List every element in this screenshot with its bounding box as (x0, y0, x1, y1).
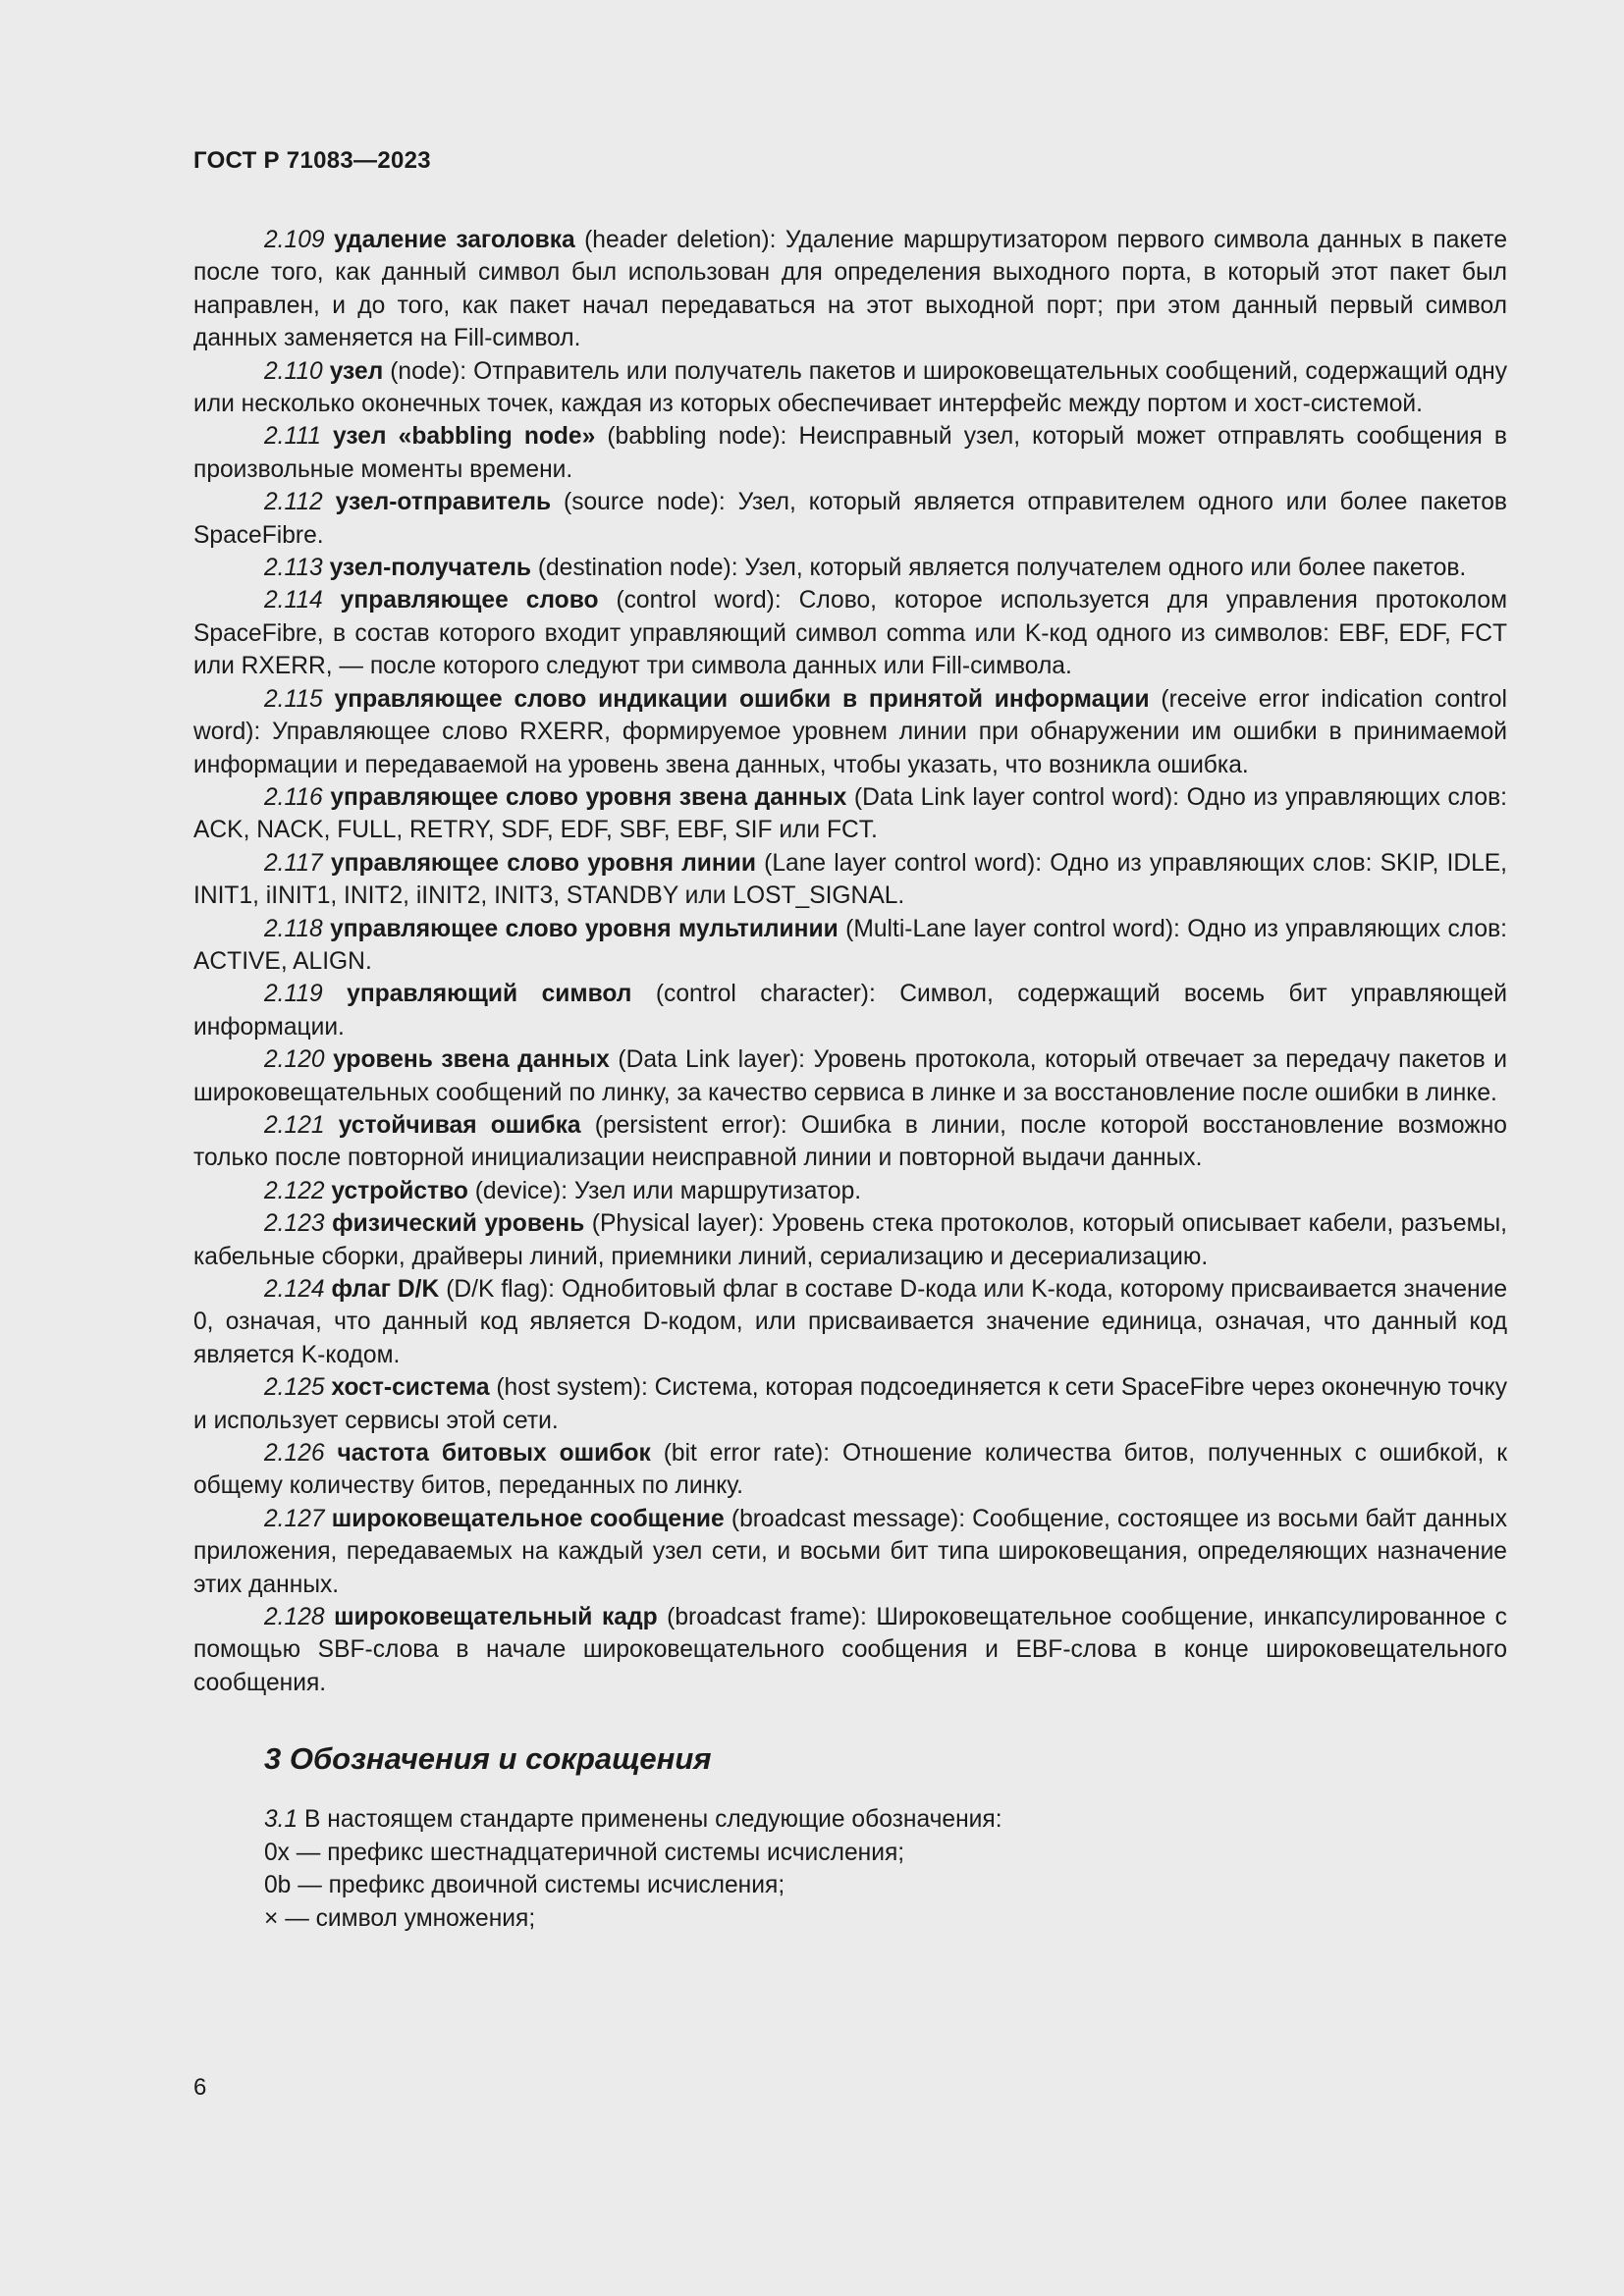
term-number: 2.124 (264, 1276, 325, 1303)
term-number: 2.115 (264, 685, 323, 713)
term-name: управляющее слово индикации ошибки в принятой информации (334, 685, 1150, 713)
term-definition: (persistent error): Ошибка в линии, после которой восстановление возможно только после повторной инициализации неисправной линии и повторной выдачи данных. (193, 1111, 1507, 1172)
term-entry (193, 420, 1507, 486)
term-name: управляющий символ (347, 981, 632, 1008)
term-name: частота битовых ошибок (337, 1440, 651, 1468)
term-number: 2.126 (264, 1440, 325, 1468)
section-intro (193, 1803, 1507, 1836)
term-definition: (header deletion): Удаление маршрутизатором первого символа данных в пакете после того, как данный символ был использован для определения выходного порта, в который этот пакет был направлен, и до того, как пакет начал передаваться на этот выходной порт; при этом данный первый символ данных заменяется на Fill-символ. (193, 227, 1507, 352)
term-definition: (babbling node): Неисправный узел, который может отправлять сообщения в произвольные моменты времени. (193, 423, 1507, 483)
term-name: широковещательное сообщение (331, 1505, 725, 1532)
term-number: 2.125 (264, 1374, 325, 1402)
term-entry (193, 1175, 1507, 1207)
terms-list (193, 224, 1507, 1699)
term-number: 2.119 (264, 981, 323, 1008)
term-entry (193, 355, 1507, 421)
section-body (193, 1803, 1507, 1935)
term-entry (193, 1601, 1507, 1699)
term-number: 2.117 (264, 849, 323, 877)
term-entry (193, 781, 1507, 847)
term-name: уровень звена данных (333, 1046, 610, 1074)
symbol-item: × — символ умножения; (264, 1904, 536, 1932)
term-entry (193, 1371, 1507, 1437)
term-definition: (broadcast frame): Широковещательное сообщение, инкапсулированное с помощью SBF-слова в начале широковещательного сообщения и EBF-слова в конце широковещательного сообщения. (193, 1604, 1507, 1696)
term-entry (193, 1437, 1507, 1503)
term-name: управляющее слово уровня линии (330, 849, 756, 877)
term-definition: (D/K flag): Однобитовый флаг в составе D-кода или K-кода, которому присваивается значение 0, означая, что данный код является D-кодом, или присваивается значение единица, означая, что данный код является K-кодом. (193, 1276, 1508, 1368)
term-definition: (control word): Слово, которое используется для управления протоколом SpaceFibre, в состав которого входит управляющий символ comma или K-код одного из символов: EBF, EDF, FCT или RXERR, — после которого следуют три символа данных или Fill-символа. (193, 587, 1507, 680)
term-entry (193, 913, 1507, 979)
term-name: флаг D/K (331, 1276, 440, 1303)
term-definition: (bit error rate): Отношение количества битов, полученных с ошибкой, к общему количеству битов, переданных по линку. (193, 1440, 1507, 1500)
term-definition: (control character): Символ, содержащий восемь бит управляющей информации. (193, 981, 1507, 1041)
page-content (193, 224, 1507, 1935)
term-number: 2.110 (264, 357, 323, 385)
term-number: 2.122 (264, 1177, 325, 1204)
term-number: 2.121 (264, 1111, 325, 1139)
term-name: удаление заголовка (333, 227, 575, 253)
term-number: 2.127 (264, 1505, 325, 1532)
term-name: узел-получатель (329, 555, 531, 582)
page-number: 6 (193, 2074, 207, 2101)
term-name: физический уровень (332, 1210, 585, 1238)
term-definition: (device): Узел или маршрутизатор. (467, 1177, 862, 1204)
term-number: 2.109 (264, 227, 325, 253)
term-definition: (receive error indication control word): Управляющее слово RXERR, формируемое уровнем линии при обнаружении им ошибки в принимаемой информации и передаваемой на уровень звена данных, чтобы указать, что возникла ошибка. (193, 685, 1507, 778)
term-number: 2.128 (264, 1604, 325, 1631)
term-number: 2.112 (264, 489, 323, 516)
term-definition: (node): Отправитель или получатель пакетов и широковещательных сообщений, содержащий одну или несколько оконечных точек, каждая из которых обеспечивает интерфейс между портом и хост-системой. (193, 357, 1507, 418)
term-number: 2.113 (264, 555, 323, 582)
clause-number: 3.1 (264, 1806, 298, 1834)
section-heading: 3 Обозначения и сокращения (264, 1741, 712, 1777)
term-number: 2.118 (264, 915, 323, 942)
term-name: управляющее слово уровня мультилинии (330, 915, 839, 942)
term-name: хост-система (331, 1374, 490, 1402)
term-name: устойчивая ошибка (338, 1111, 581, 1139)
standard-header: ГОСТ Р 71083—2023 (193, 147, 431, 174)
term-entry (193, 683, 1507, 781)
term-number: 2.120 (264, 1046, 325, 1074)
term-definition: (Multi-Lane layer control word): Одно из управляющих слов: ACTIVE, ALIGN. (193, 915, 1508, 975)
term-definition: (Data Link layer control word): Одно из управляющих слов: ACK, NACK, FULL, RETRY, SDF, EDF, SBF, EBF, SIF или FCT. (193, 783, 1507, 844)
term-name: узел (329, 357, 384, 385)
term-entry (193, 584, 1507, 682)
term-entry (193, 1109, 1507, 1175)
term-definition: (Physical layer): Уровень стека протоколов, который описывает кабели, разъемы, кабельные сборки, драйверы линий, приемники линий, сериализацию и десериализацию. (193, 1210, 1507, 1270)
term-number: 2.111 (264, 423, 321, 451)
term-definition: (source node): Узел, который является отправителем одного или более пакетов SpaceFibre. (193, 489, 1507, 549)
term-definition: (destination node): Узел, который является получателем одного или более пакетов. (530, 555, 1467, 582)
term-entry (193, 978, 1507, 1043)
term-entry (193, 847, 1507, 913)
term-number: 2.114 (264, 587, 323, 614)
term-entry (193, 1503, 1507, 1601)
term-name: управляющее слово (340, 587, 599, 614)
term-name: управляющее слово уровня звена данных (330, 783, 847, 811)
symbol-item: 0b — префикс двоичной системы исчисления; (264, 1872, 785, 1899)
term-name: узел-отправитель (335, 489, 552, 516)
term-entry (193, 486, 1507, 552)
term-definition: (Data Link layer): Уровень протокола, который отвечает за передачу пакетов и широковещательных сообщений по линку, за качество сервиса в линке и за восстановление после ошибки в линке. (193, 1046, 1508, 1106)
term-name: узел «babbling node» (333, 423, 596, 451)
term-number: 2.116 (264, 783, 323, 811)
term-definition: (host system): Система, которая подсоединяется к сети SpaceFibre через оконечную точку и использует сервисы этой сети. (193, 1374, 1507, 1434)
term-entry (193, 1043, 1507, 1109)
term-definition: (broadcast message): Сообщение, состоящее из восьми байт данных приложения, передаваемых на каждый узел сети, и восьми бит типа широковещания, определяющих назначение этих данных. (193, 1505, 1507, 1598)
term-entry (193, 552, 1507, 584)
term-name: широковещательный кадр (334, 1604, 658, 1631)
term-name: устройство (331, 1177, 468, 1204)
term-definition: (Lane layer control word): Одно из управляющих слов: SKIP, IDLE, INIT1, iINIT1, INIT2, iINIT2, INIT3, STANDBY или LOST_SIGNAL. (193, 849, 1507, 910)
clause-text: В настоящем стандарте применены следующие обозначения: (298, 1806, 1002, 1834)
term-entry (193, 1273, 1507, 1371)
symbol-item: 0x — префикс шестнадцатеричной системы исчисления; (264, 1839, 905, 1866)
term-number: 2.123 (264, 1210, 325, 1238)
term-entry (193, 1207, 1507, 1273)
term-entry (193, 224, 1507, 355)
